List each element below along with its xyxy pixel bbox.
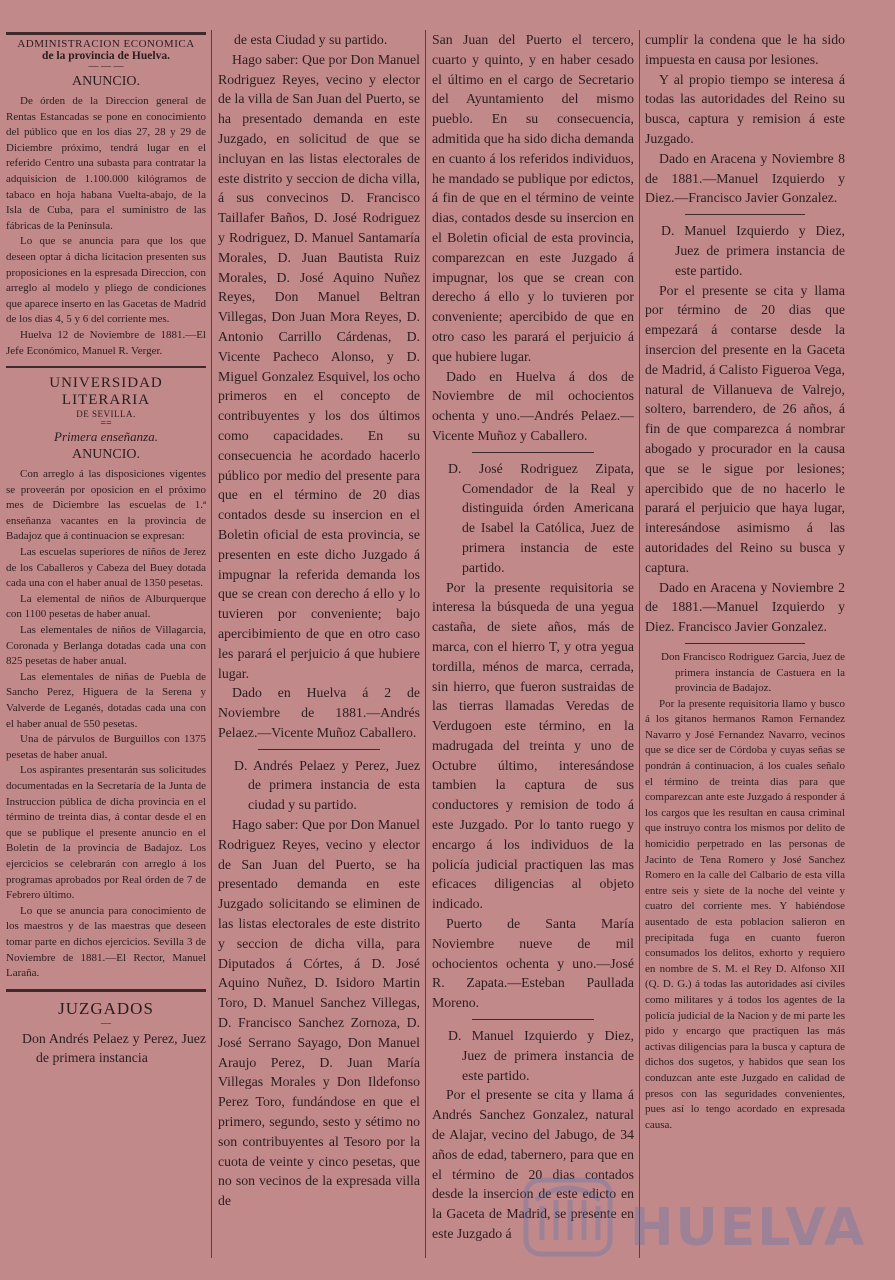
judge-heading: D. Andrés Pelaez y Perez, Juez de primera instancia de esta ciudad y su partido.	[234, 757, 420, 813]
top-rule	[6, 32, 206, 35]
juzgados-heading: JUZGADOS	[58, 998, 154, 1018]
judge-heading: D. José Rodriguez Zipata, Comendador de la Real y distinguida órden Americana de Isabel la Católica, Juez de primera instancia de este partido.	[448, 460, 634, 575]
university-subheading: DE SEVILLA.	[76, 409, 136, 420]
column-1	[6, 30, 206, 1258]
anuncio-heading-2: ANUNCIO.	[71, 447, 141, 463]
watermark	[520, 1170, 867, 1260]
school-item: Las elementales de niños de Villagarcia, Coronada y Berlanga dotadas cada una con 825 pesetas de haber anual.	[6, 624, 206, 668]
separator	[685, 643, 805, 644]
ornament-dash: ==	[100, 418, 112, 430]
requisitoria-body: Por la presente requisitoria se interesa la búsqueda de una yegua castaña, de siete años, más de marca, con el hierro T, y otra yegua tordilla, ménos de marca, cerrada, sin hierro, que fueron sustraidas de las tierras llamadas Veredas de Verdugoen este término, en la madrugada del treinta y uno de Octubre último, interesándose tambien la captura de sus conductores y remision de todo á este Juzgado. Por lo tanto ruego y encargo á los individuos de la policía judicial practiquen las mas eficaces diligencias al objeto indicado.	[432, 579, 634, 912]
anuncio-intro: Con arreglo á las disposiciones vigentes se proveerán por oposicion en el próximo mes de Diciembre las escuelas de 1.ª enseñanza vacantes en la provincia de Badajoz que á continuacion se expresan:	[6, 468, 206, 543]
university-heading: UNIVERSIDAD LITERARIA	[49, 375, 163, 409]
column-divider	[639, 30, 640, 1258]
anuncio-body: Los aspirantes presentarán sus solicitudes documentadas en la Secretaría de la Junta de Instruccion pública de dicha provincia en el término de treinta dias, á contar desde el en que se publique el presente anuncio en el Boletin de la provincia de Badajoz. Los ejercicios se celebrarán con arreglo á los programas aprobados por Real órden de 7 de Febrero último.	[6, 764, 206, 902]
edict-body: Por el presente se cita y llama por término de 20 dias que empezará á contarse desde la insercion del presente en la Gaceta de Madrid, á Calisto Figueroa Vega, natural de Villanueva de Valrejo, soltero, barrendero, de 26 años, á fin de que comparezca á nombrar abogado y procurador en la causa que se le sigue por lesiones; apercibido que de no hacerlo le parará el perjuicio que haya lugar, interesándose asimismo á las autoridades del Reino su busca y captura.	[645, 282, 845, 575]
edict-body: Por el presente se cita y llama á Andrés Sanchez Gonzalez, natural de Alajar, vecino del Jabugo, de 34 años de edad, tabernero, para que en el término de 20 dias contados desde la insercion de este edicto en la Gaceta de Madrid, se presente en este Juzgado á	[432, 1087, 634, 1242]
requisitoria-signature: Puerto de Santa María Noviembre nueve de mil ochocientos ochenta y uno.—José R. Zapata.—Esteban Paullada Moreno.	[432, 916, 634, 1011]
school-item: Una de párvulos de Burguillos con 1375 pesetas de haber anual.	[6, 733, 206, 761]
judge-heading: Don Francisco Rodriguez Garcia, Juez de primera instancia de Castuera en la provincia de Badajoz.	[661, 650, 845, 695]
column-3	[432, 30, 634, 1258]
section-rule	[6, 989, 206, 992]
column-divider	[211, 30, 212, 1258]
requisitoria-body: Por la presente requisitoria llamo y busco á los gitanos hermanos Ramon Fernandez Navarro y José Fernandez Navarro, vecinos que se dice ser de Córdoba y cuyas señas se pondrán á continuacion, á los cuales señalo el término de treinta dias para que comparezcan ante este Juzgado á responder á los cargos que les resultan en causa criminal que instruyo contra los mismos por delito de homicidio perpetrado en las personas de Jacinto de Tena Romero y José Sanchez Romero en la calle del Calbario de esta villa entre seis y siete de la noche del veinte y cuatro del corriente mes. Y habiéndose ausentado de esta poblacion salieron en precipitada fuga en cuanto fueron consumados los delitos, exhorto y requiero en nombre de S. M. el Rey D. Alfonso XII (Q. D. G.) á todas las autoridades así civiles como militares y á todos los agentes de la policía judicial de la Nacion y de mi parte les pido y encargo que practiquen las más activas diligencias para la busca y captura de dichos dos sugetos, y habidos que sean los conduzcan ante este Juzgado en calidad de presos con las seguridades convenientes, pues así lo tengo acordado en expresada causa.	[645, 697, 845, 1131]
section-rule	[6, 366, 206, 368]
province-heading: de la provincia de Huelva.	[42, 50, 170, 62]
school-item: Las escuelas superiores de niños de Jerez de los Caballeros y Cabeza del Buey dotada cada una con el haber anual de 1350 pesetas.	[6, 546, 206, 590]
edict-body: Hago saber: Que por Don Manuel Rodriguez Reyes, vecino y elector de la villa de San Juan del Puerto, se ha presentado demanda en este Juzgado, en solicitud de que se incluyan en las listas electorales de este distrito y seccion de dicha villa, á sus convecinos D. Francisco Taillafer Baños, D. José Rodriguez y Rodriguez, D. Manuel Santamaría Morales, D. Juan Bautista Ruiz Morales, D. José Aquino Nuñez Reyes, Don Manuel Beltran Villegas, Don Juan Mora Reyes, D. Antonio Carrillo Cárdenas, D. Vicente Pacheco Alonso, y D. Miguel Gonzalez Esquivel, los ocho primeros en el concepto de contribuyentes y los dos últimos como capacidades. En su consecuencia he acordado hacerlo público por medio del presente para que en el término de 20 dias contados desde su insercion en el Boletin oficial de esta provincia, se presenten en este dicho Juzgado á impugnar la referida demanda los que se crean con derecho á ello y lo tuvieren por conveniente; bajo apercibimiento de que en otro caso les parará el perjuicio á que hubiere lugar.	[218, 51, 420, 681]
edict-body: San Juan del Puerto el tercero, cuarto y quinto, y en haber cesado el último en el cargo de Secretario del Ayuntamiento del mismo pueblo. En su consecuencia, admitida que ha sido dicha demanda en cuanto á los referidos individuos, he mandado se publique por edictos, á fin de que en el término de veinte dias, contados desde su insercion en el Boletin oficial de esta provincia, comparezcan en este Juzgado á impugnar, los que se crean con derecho á ello y lo tuvieren por conveniente; apercibido de que en otro caso les parará el perjuicio á que hubiere lugar.	[432, 32, 634, 364]
ornament-dash: — — —	[88, 61, 124, 72]
judge-heading-cont: de esta Ciudad y su partido.	[234, 32, 388, 47]
admin-heading: ADMINISTRACION ECONOMICA	[17, 38, 195, 50]
anuncio-heading: ANUNCIO.	[71, 74, 141, 89]
judge-heading: D. Manuel Izquierdo y Diez, Juez de primera instancia de este partido.	[448, 1028, 634, 1083]
edict-signature: Dado en Huelva á dos de Noviembre de mil ochocientos ochenta y uno.—Andrés Pelaez.—Vicente Muñoz y Caballero.	[432, 368, 634, 443]
primera-heading: Primera enseñanza.	[54, 429, 158, 445]
anuncio-signature: Lo que se anuncia para conocimiento de los maestros y de las maestras que deseen tomar parte en dichos ejercicios. Sevilla 3 de Noviembre de 1881.—El Rector, Manuel Laraña.	[6, 904, 206, 980]
column-2	[218, 30, 420, 1258]
edict-signature: Dado en Huelva á 2 de Noviembre de 1881.—Andrés Pelaez.—Vicente Muñoz Caballero.	[218, 685, 420, 740]
judge-heading: D. Manuel Izquierdo y Diez, Juez de primera instancia de este partido.	[661, 223, 845, 278]
anuncio-body-2: Lo que se anuncia para que los que deseen optar á dicha licitacion presenten sus proposiciones en la espresada Direccion, con arreglo al modelo y pliego de condiciones que aparece inserto en las Gacetas de Madrid de los dias 4, 5 y 6 del corriente mes.	[6, 235, 206, 326]
judge-heading: Don Andrés Pelaez y Perez, Juez de primera instancia	[22, 1030, 206, 1066]
edict-body: Y al propio tiempo se interesa á todas las autoridades del Reino su busca, captura y remision á este Juzgado.	[645, 71, 845, 146]
anuncio-body: De órden de la Direccion general de Rentas Estancadas se pone en conocimiento del público que en los dias 27, 28 y 29 de Diciembre próximo, tendrá lugar en el referido Centro una subasta para contratar la adquisicion de 1.100.000 kilógramos de tabaco en hoja habana Vuelta-abajo, de la Isla de Cuba, para el suministro de las fábricas de la Península.	[6, 95, 206, 232]
edict-signature: Dado en Aracena y Noviembre 2 de 1881.—Manuel Izquierdo y Diez. Francisco Javier Gonzalez.	[645, 579, 845, 635]
separator	[685, 214, 805, 215]
edict-body: Hago saber: Que por Don Manuel Rodriguez Reyes, vecino y elector de San Juan del Puerto, se ha presentado demanda en este Juzgado solicitando se eliminen de las listas electorales de este distrito y seccion de dicha villa, para Diputados á Córtes, á D. José Aquino Nuñez, D. Isidoro Martin Toro, D. Manuel Sanchez Villegas, D. Francisco Sanchez Zornoza, D. José Serrano Sayago, Don Manuel Araujo Perez, D. Juan María Villegas Morales y Don Ildefonso Perez Toro, fundándose en que el primero, segundo, sesto y sétimo no son contribuyentes al Tesoro por la cuota de veinte y cinco pesetas, que no son vecinos de la expresada villa de	[218, 817, 420, 1209]
separator	[472, 452, 594, 453]
separator	[472, 1019, 594, 1020]
school-item: La elemental de niños de Alburquerque con 1100 pesetas de haber anual.	[6, 592, 206, 621]
separator	[258, 749, 380, 750]
edict-signature: Dado en Aracena y Noviembre 8 de 1881.—Manuel Izquierdo y Diez.—Francisco Javier Gonzalez.	[645, 150, 845, 206]
school-item: Las elementales de niñas de Puebla de Sancho Perez, Higuera de la Serena y Valverde de Leganés, dotadas cada una con el haber anual de 550 pesetas.	[6, 670, 206, 730]
column-4	[645, 30, 845, 1258]
edict-body: cumplir la condena que le ha sido impuesta en causa por lesiones.	[645, 32, 845, 67]
ornament-dash: —	[101, 1017, 111, 1029]
huelva-building-logo-icon	[520, 1170, 616, 1260]
watermark-text: HUELVA	[630, 1198, 867, 1258]
column-divider	[425, 30, 426, 1258]
anuncio-signature: Huelva 12 de Noviembre de 1881.—El Jefe Económico, Manuel R. Verger.	[6, 328, 206, 357]
